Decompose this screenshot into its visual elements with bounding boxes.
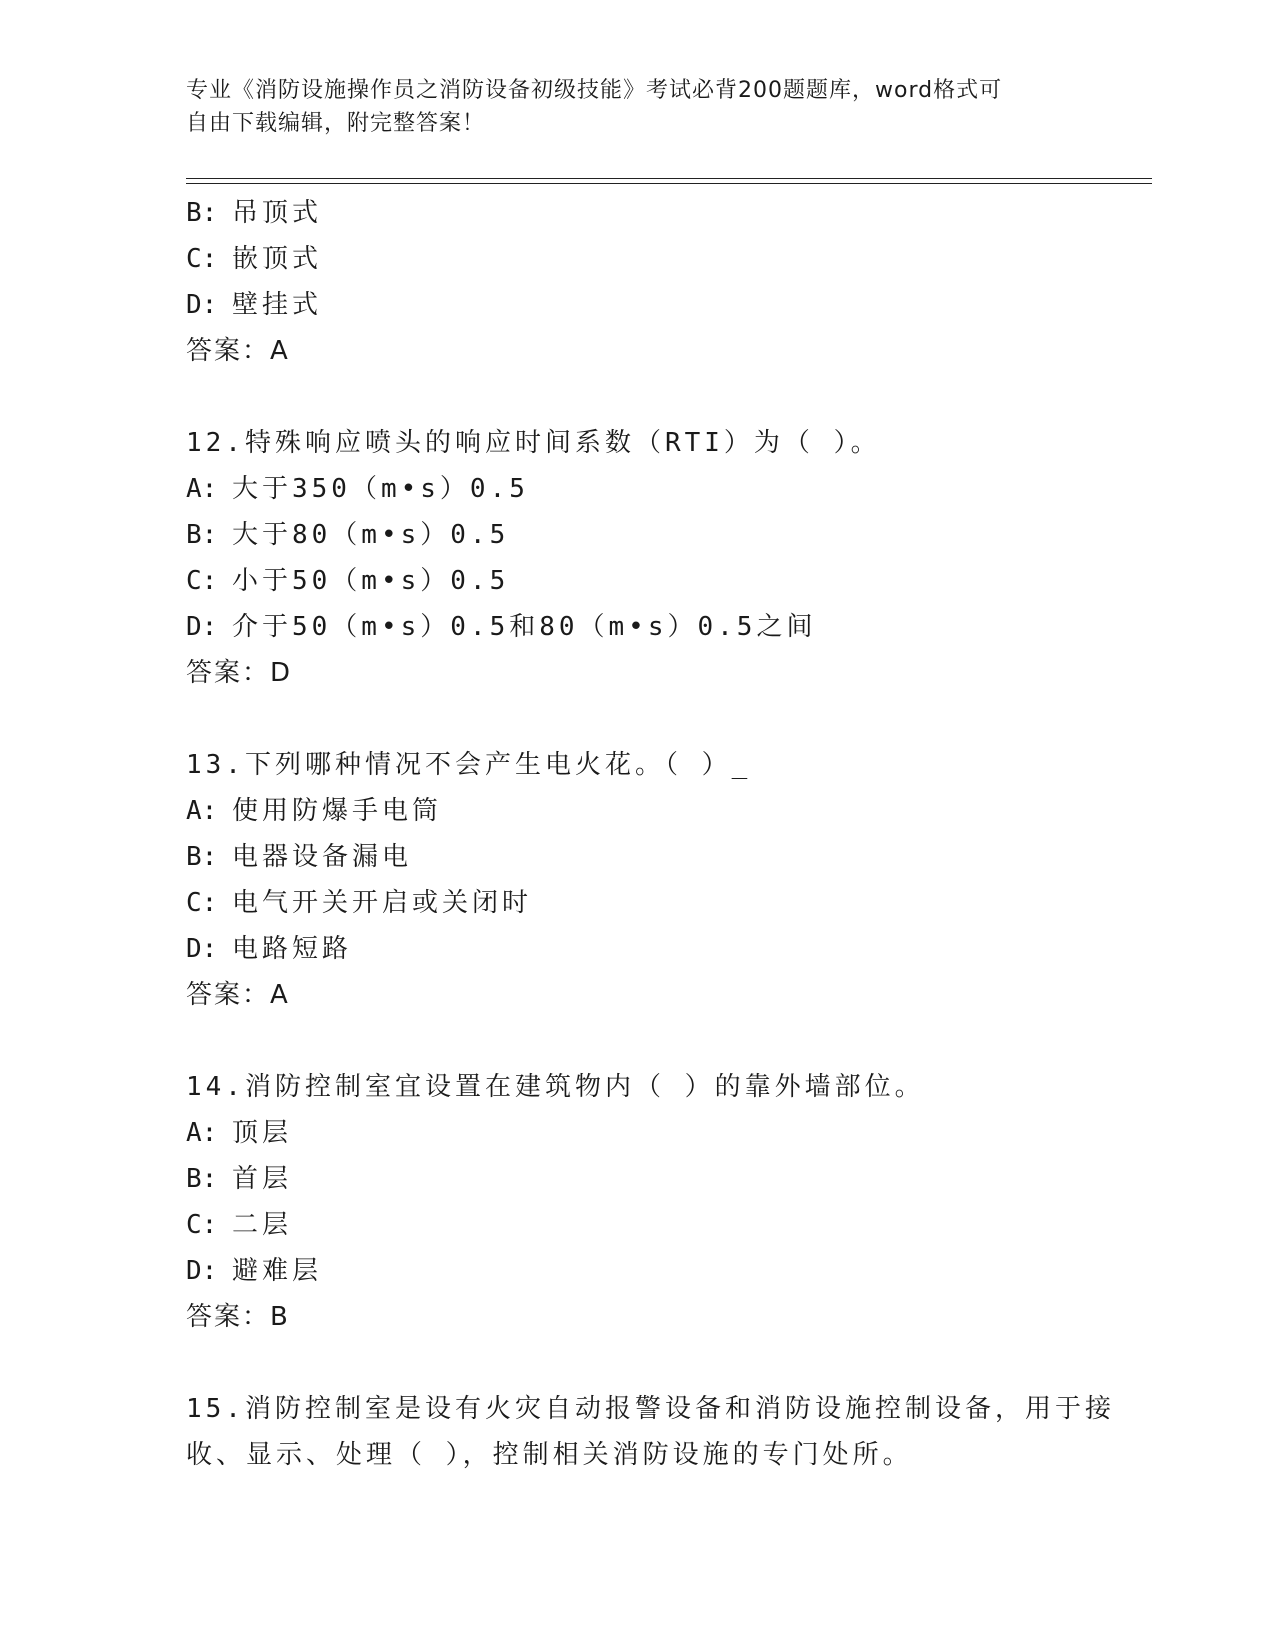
option-letter: B: — [186, 1164, 218, 1194]
option-letter: D: — [186, 612, 218, 642]
option-letter: B: — [186, 520, 218, 550]
option-letter: D: — [186, 934, 218, 964]
option-c — [186, 1202, 1086, 1248]
option-c — [186, 558, 1086, 604]
option-letter: C: — [186, 888, 218, 918]
option-text: 大于80（m•s）0.5 — [232, 520, 510, 550]
document-header — [186, 74, 1086, 140]
question-15 — [186, 1386, 1115, 1478]
option-c — [186, 880, 1086, 926]
answer-line: 答案：B — [186, 1302, 290, 1332]
question-text-line-2: 收、显示、处理（ ），控制相关消防设施的专门处所。 — [186, 1440, 913, 1470]
question-text: 14.消防控制室宜设置在建筑物内（ ）的靠外墙部位。 — [186, 1072, 925, 1102]
option-text: 电路短路 — [232, 934, 353, 964]
question-text: 13.下列哪种情况不会产生电火花。（ ）_ — [186, 750, 752, 780]
answer-line: 答案：A — [186, 336, 290, 366]
answer-line: 答案：A — [186, 980, 290, 1010]
option-b — [186, 834, 1086, 880]
option-text: 电器设备漏电 — [232, 842, 413, 872]
header-divider-bottom — [186, 183, 1152, 184]
option-d — [186, 926, 1086, 972]
option-text: 首层 — [232, 1164, 293, 1194]
header-line-1: 专业《消防设施操作员之消防设备初级技能》考试必背200题题库，word格式可 — [186, 78, 1003, 103]
option-a — [186, 466, 1086, 512]
option-letter: A: — [186, 474, 218, 504]
option-text: 小于50（m•s）0.5 — [232, 566, 510, 596]
option-b — [186, 190, 1086, 236]
option-letter: A: — [186, 1118, 218, 1148]
option-a — [186, 1110, 1086, 1156]
option-letter: B: — [186, 198, 218, 228]
option-text: 嵌顶式 — [232, 244, 323, 274]
question-13 — [186, 742, 1086, 1018]
option-text: 避难层 — [232, 1256, 323, 1286]
option-letter: C: — [186, 566, 218, 596]
option-c — [186, 236, 1086, 282]
option-text: 顶层 — [232, 1118, 293, 1148]
question-list — [186, 190, 1115, 1478]
option-letter: A: — [186, 796, 218, 826]
header-divider-top — [186, 178, 1152, 179]
option-letter: D: — [186, 290, 218, 320]
option-letter: D: — [186, 1256, 218, 1286]
question-text: 12.特殊响应喷头的响应时间系数（RTI）为（ ）。 — [186, 428, 881, 458]
option-d — [186, 1248, 1086, 1294]
option-d — [186, 604, 1086, 650]
option-letter: B: — [186, 842, 218, 872]
header-line-2: 自由下载编辑，附完整答案！ — [186, 111, 486, 136]
option-b — [186, 512, 1086, 558]
option-letter: C: — [186, 244, 218, 274]
option-text: 大于350（m•s）0.5 — [232, 474, 529, 504]
option-a — [186, 788, 1086, 834]
option-letter: C: — [186, 1210, 218, 1240]
question-14 — [186, 1064, 1086, 1340]
option-text: 吊顶式 — [232, 198, 323, 228]
question-12 — [186, 420, 1086, 696]
option-text: 电气开关开启或关闭时 — [232, 888, 533, 918]
option-text: 壁挂式 — [232, 290, 323, 320]
option-b — [186, 1156, 1086, 1202]
option-text: 二层 — [232, 1210, 293, 1240]
question-text-line-1: 15.消防控制室是设有火灾自动报警设备和消防设施控制设备，用于接 — [186, 1394, 1115, 1424]
question-11-continued — [186, 190, 1086, 374]
answer-line: 答案：D — [186, 658, 293, 688]
option-d — [186, 282, 1086, 328]
option-text: 介于50（m•s）0.5和80（m•s）0.5之间 — [232, 612, 817, 642]
option-text: 使用防爆手电筒 — [232, 796, 443, 826]
